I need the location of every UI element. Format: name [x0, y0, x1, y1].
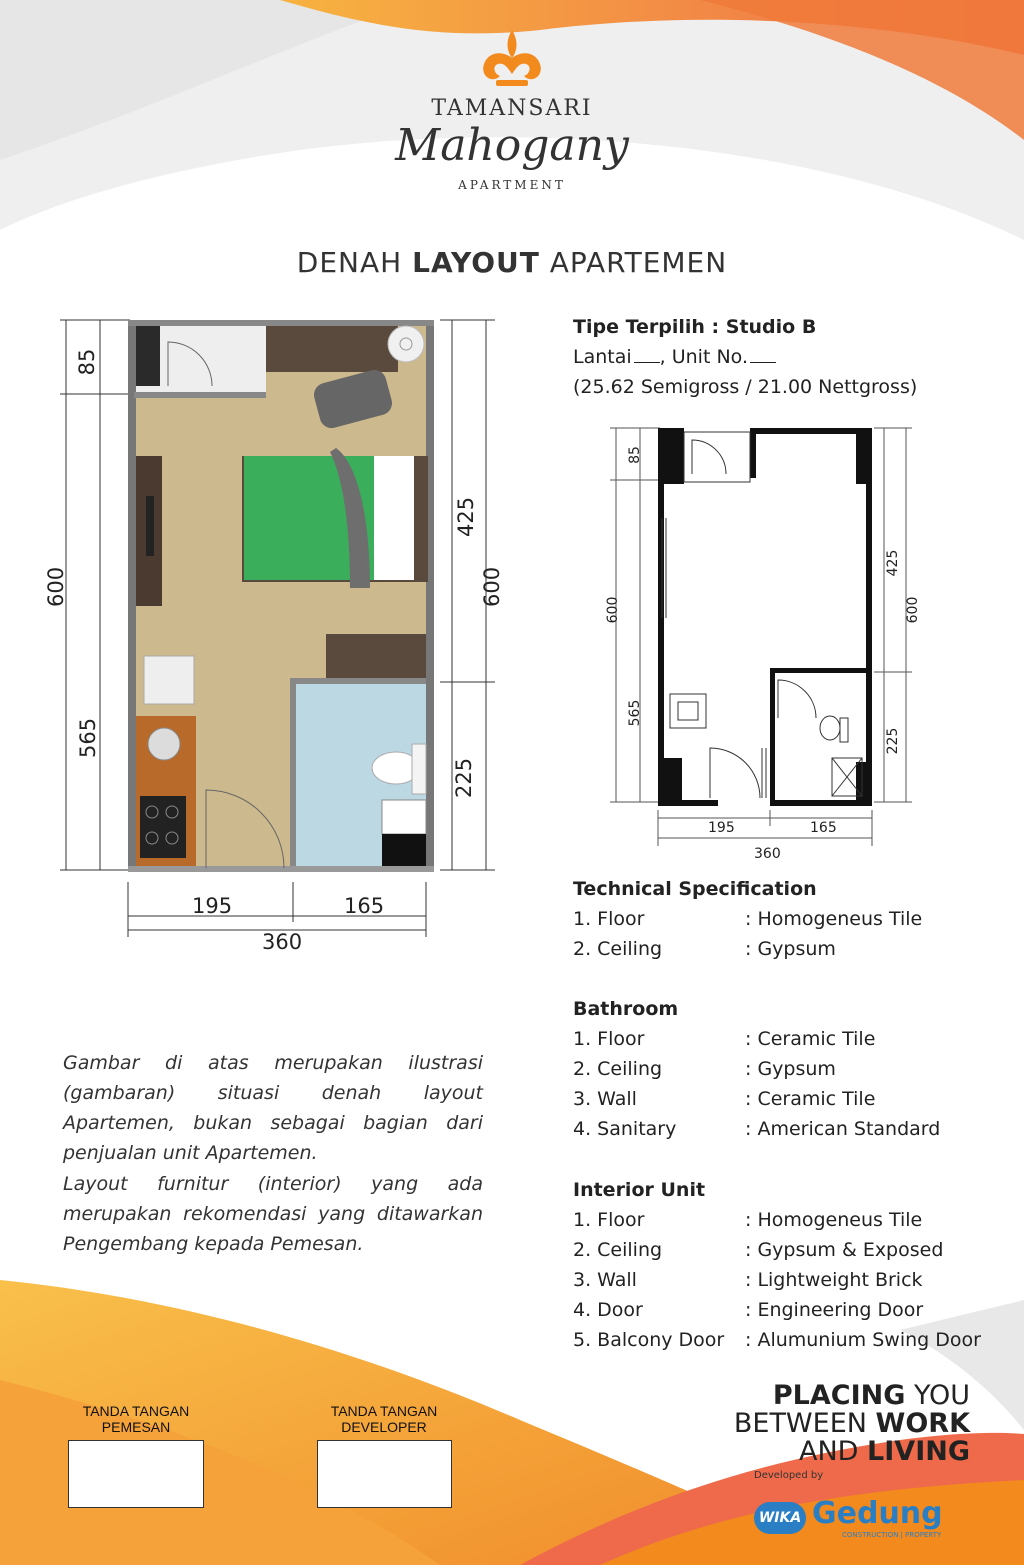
dim-large-360: 360 — [262, 930, 303, 954]
description-paragraph-2: Layout furnitur (interior) yang ada merupakan rekomendasi yang ditawarkan Pengembang kepada Pemesan. — [63, 1173, 483, 1255]
unit-type: Tipe Terpilih : Studio B — [573, 316, 817, 338]
int-balcony-door-label: 5. Balcony Door — [573, 1329, 725, 1351]
int-floor-value: : Homogeneus Tile — [745, 1209, 923, 1231]
dim-large-165: 165 — [344, 894, 385, 918]
dim-large-85: 85 — [75, 348, 99, 376]
dim-small-600-right: 600 — [905, 596, 921, 624]
buyer-signature-label: TANDA TANGAN PEMESAN — [82, 1403, 190, 1435]
tech-floor-value: : Homogeneus Tile — [745, 908, 923, 930]
bath-floor-label: 1. Floor — [573, 1028, 645, 1050]
dim-large-225: 225 — [452, 757, 476, 798]
dim-small-195: 195 — [708, 820, 735, 836]
title-prefix: DENAH — [296, 246, 403, 279]
developed-by-label: Developed by — [754, 1470, 824, 1481]
dim-small-85: 85 — [627, 446, 643, 464]
brand-name-script: Mahogany — [395, 120, 629, 171]
bath-ceiling-value: : Gypsum — [745, 1058, 836, 1080]
brand-name-top: TAMANSARI — [431, 96, 593, 121]
dim-large-195: 195 — [192, 894, 233, 918]
technical-spec-heading: Technical Specification — [573, 878, 817, 900]
lantai-label: Lantai — [573, 346, 632, 368]
gedung-logo: Gedung — [812, 1496, 943, 1531]
bath-sanitary-label: 4. Sanitary — [573, 1118, 677, 1140]
brand-emblem-icon — [476, 28, 548, 90]
int-balcony-door-value: : Alumunium Swing Door — [745, 1329, 981, 1351]
wika-logo: WIKA — [754, 1502, 806, 1534]
buyer-signature-box[interactable] — [68, 1440, 204, 1508]
description-paragraph-1: Gambar di atas merupakan ilustrasi (gambaran) situasi denah layout Apartemen, bukan sebagai bagian dari penjualan unit Apartemen. — [63, 1052, 483, 1164]
int-ceiling-value: : Gypsum & Exposed — [745, 1239, 944, 1261]
bath-floor-value: : Ceramic Tile — [745, 1028, 876, 1050]
dim-small-425: 425 — [885, 549, 901, 577]
unit-floor-number — [573, 346, 776, 368]
dim-large-600-right: 600 — [480, 566, 504, 607]
int-ceiling-label: 2. Ceiling — [573, 1239, 663, 1261]
int-floor-label: 1. Floor — [573, 1209, 645, 1231]
interior-heading: Interior Unit — [573, 1179, 706, 1201]
tech-ceiling-label: 2. Ceiling — [573, 938, 663, 960]
bath-ceiling-label: 2. Ceiling — [573, 1058, 663, 1080]
lantai-blank — [634, 362, 660, 363]
tech-floor-label: 1. Floor — [573, 908, 645, 930]
brand-name-bottom: APARTMENT — [458, 178, 566, 192]
int-door-label: 4. Door — [573, 1299, 643, 1321]
dim-small-225: 225 — [885, 727, 901, 755]
dim-small-600-left: 600 — [605, 596, 621, 624]
title-bold: LAYOUT — [412, 246, 540, 279]
bath-wall-label: 3. Wall — [573, 1088, 637, 1110]
developer-signature-box[interactable] — [317, 1440, 452, 1508]
dim-small-165: 165 — [810, 820, 837, 836]
int-wall-value: : Lightweight Brick — [745, 1269, 923, 1291]
dim-large-600-left: 600 — [44, 566, 68, 607]
dim-large-425: 425 — [454, 496, 478, 537]
bath-wall-value: : Ceramic Tile — [745, 1088, 876, 1110]
tagline: PLACING YOU BETWEEN WORK AND LIVING — [733, 1380, 970, 1467]
bathroom-heading: Bathroom — [573, 998, 679, 1020]
int-door-value: : Engineering Door — [745, 1299, 924, 1321]
page-title — [0, 246, 1024, 279]
unit-no-blank — [750, 362, 776, 363]
large-floor-plan — [40, 312, 510, 962]
tech-ceiling-value: : Gypsum — [745, 938, 836, 960]
small-floor-plan — [600, 418, 930, 858]
dim-small-565: 565 — [627, 699, 643, 727]
unit-area: (25.62 Semigross / 21.00 Nettgross) — [573, 376, 918, 398]
developer-signature-label: TANDA TANGAN DEVELOPER — [330, 1403, 438, 1435]
dim-small-360: 360 — [754, 846, 781, 862]
title-suffix: APARTEMEN — [549, 246, 728, 279]
unit-no-label: , Unit No. — [659, 346, 748, 368]
gedung-subtitle: CONSTRUCTION | PROPERTY — [842, 1531, 942, 1539]
bath-sanitary-value: : American Standard — [745, 1118, 941, 1140]
dim-large-565: 565 — [76, 717, 100, 758]
int-wall-label: 3. Wall — [573, 1269, 637, 1291]
